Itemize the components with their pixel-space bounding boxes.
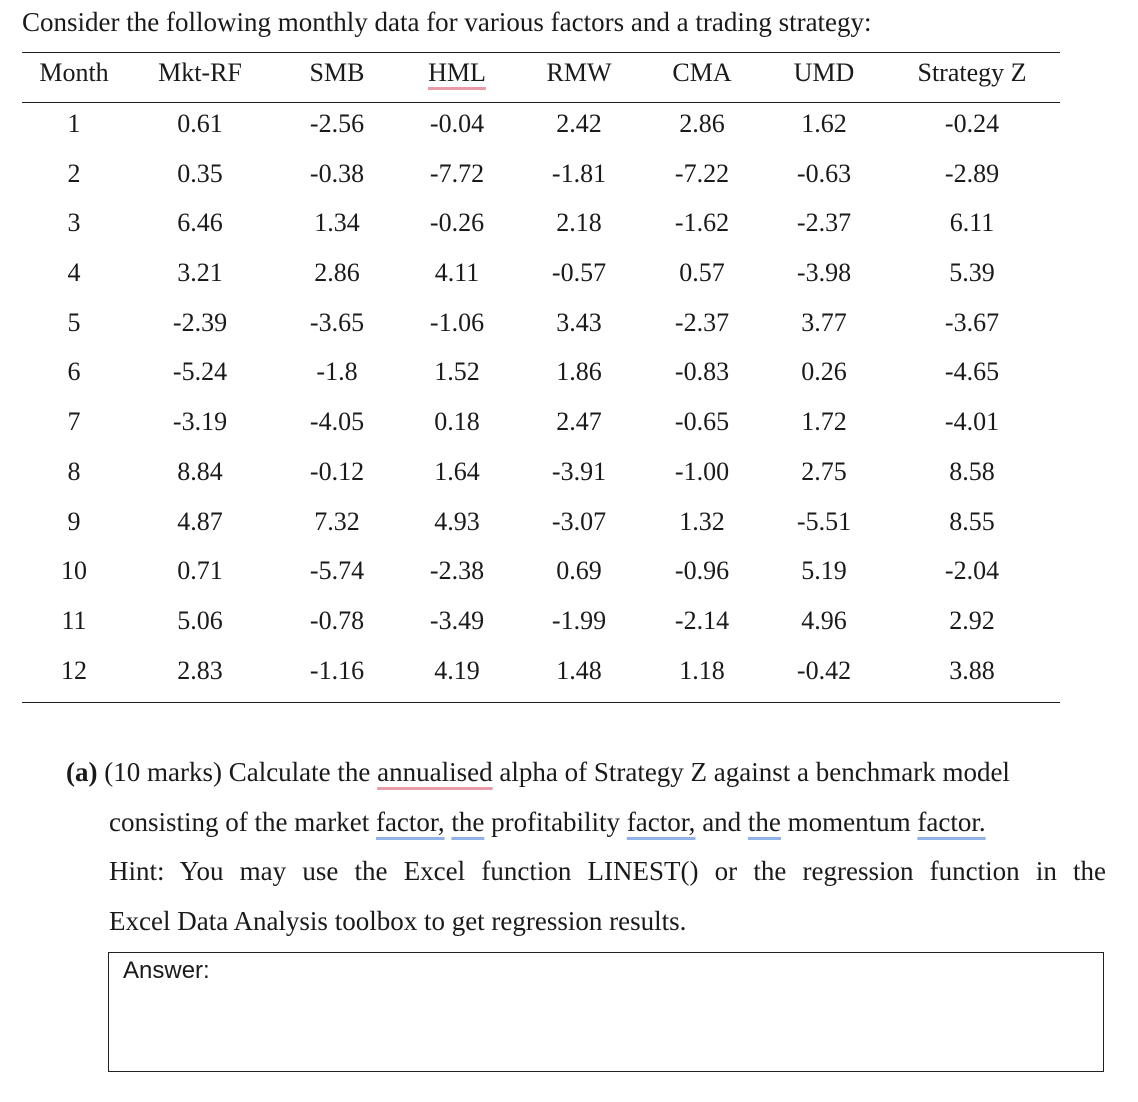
cell-mkt-rf: 0.35 [177, 158, 223, 188]
cell-strategy-z: 8.58 [949, 456, 995, 486]
header-rmw: RMW [546, 58, 612, 87]
header-umd: UMD [793, 58, 855, 87]
cell-month: 12 [61, 655, 87, 685]
cell-strategy-z: -4.01 [944, 407, 1000, 437]
cell-strategy-z: 6.11 [949, 208, 995, 238]
cell-rmw: 2.18 [556, 208, 602, 238]
cell-umd: 1.62 [801, 109, 847, 138]
cell-smb: -4.05 [309, 407, 365, 437]
cell-smb: 1.34 [314, 208, 360, 238]
cell-smb: -0.78 [309, 605, 365, 635]
cell-hml: 1.64 [434, 456, 480, 486]
cell-smb: 7.32 [314, 506, 360, 536]
cell-smb: 2.86 [314, 258, 360, 288]
cell-smb: -1.8 [316, 357, 358, 387]
header-mkt-rf: Mkt-RF [158, 58, 242, 87]
factor-word: factor. [917, 806, 986, 837]
cell-umd: 0.26 [801, 357, 847, 387]
table-header-row [22, 52, 1060, 102]
cell-rmw: -0.57 [551, 258, 607, 288]
table-row [22, 251, 1060, 301]
cell-mkt-rf: -5.24 [172, 357, 228, 387]
cell-smb: -1.16 [309, 655, 365, 685]
cell-month: 2 [67, 158, 81, 188]
factor-word: factor, [626, 806, 696, 837]
question-line-1 [66, 748, 1106, 798]
cell-mkt-rf: 0.61 [177, 109, 223, 138]
table-row [22, 400, 1060, 450]
table-row [22, 350, 1060, 400]
cell-cma: -2.37 [674, 307, 730, 337]
cell-smb: -2.56 [309, 109, 365, 138]
question-text: consisting of the market [109, 806, 370, 837]
question-text: Calculate the [228, 757, 371, 787]
cell-rmw: 1.48 [556, 655, 602, 685]
cell-strategy-z: -0.24 [944, 109, 1000, 138]
cell-strategy-z: 5.39 [949, 258, 995, 288]
cell-month: 5 [67, 307, 81, 337]
factor-data-table [22, 52, 1060, 685]
cell-rmw: 2.42 [556, 109, 602, 138]
cell-strategy-z: -3.67 [944, 307, 1000, 337]
cell-smb: -5.74 [309, 556, 365, 586]
cell-smb: -3.65 [309, 307, 365, 337]
header-hml [407, 52, 507, 102]
cell-hml: -2.38 [429, 556, 485, 586]
cell-mkt-rf: 6.46 [177, 208, 223, 238]
cell-month: 7 [67, 407, 81, 437]
header-strategy-z: Strategy Z [917, 58, 1027, 87]
cell-mkt-rf: 5.06 [177, 605, 223, 635]
intro-text: Consider the following monthly data for various factors and a trading strategy: [22, 7, 872, 37]
table-body [22, 102, 1060, 698]
cell-mkt-rf: 2.83 [177, 655, 223, 685]
cell-mkt-rf: -3.19 [172, 407, 228, 437]
cell-hml: 4.19 [434, 655, 480, 685]
table-row [22, 301, 1060, 351]
cell-strategy-z: 2.92 [949, 605, 995, 635]
cell-mkt-rf: 3.21 [177, 258, 223, 288]
cell-cma: 1.18 [679, 655, 725, 685]
cell-umd: -0.42 [796, 655, 852, 685]
the-word: the [451, 806, 485, 837]
cell-hml: 1.52 [434, 357, 480, 387]
cell-umd: -5.51 [796, 506, 852, 536]
cell-rmw: -3.07 [551, 506, 607, 536]
answer-label: Answer: [123, 957, 210, 984]
question-text: momentum [787, 806, 911, 837]
cell-hml: -1.06 [429, 307, 485, 337]
cell-smb: -0.38 [309, 158, 365, 188]
cell-hml: -0.26 [429, 208, 485, 238]
cell-rmw: -1.99 [551, 605, 607, 635]
question-text: alpha of Strategy Z against a benchmark model [499, 757, 1010, 787]
factor-word: factor, [375, 806, 445, 837]
cell-cma: -1.00 [674, 456, 730, 486]
cell-umd: -0.63 [796, 158, 852, 188]
cell-cma: -2.14 [674, 605, 730, 635]
cell-mkt-rf: 4.87 [177, 506, 223, 536]
header-hml-label: HML [428, 58, 486, 87]
cell-umd: 4.96 [801, 605, 847, 635]
cell-cma: 1.32 [679, 506, 725, 536]
question-line-4: Excel Data Analysis toolbox to get regression results. [109, 905, 687, 936]
cell-hml: -3.49 [429, 605, 485, 635]
cell-cma: -0.65 [674, 407, 730, 437]
cell-umd: -2.37 [796, 208, 852, 238]
cell-mkt-rf: 8.84 [177, 456, 223, 486]
cell-umd: 3.77 [801, 307, 847, 337]
cell-hml: 4.11 [434, 258, 480, 288]
the-word: the [747, 806, 781, 837]
cell-month: 11 [61, 605, 87, 635]
cell-smb: -0.12 [309, 456, 365, 486]
cell-rmw: -3.91 [551, 456, 607, 486]
cell-strategy-z: 8.55 [949, 506, 995, 536]
cell-month: 9 [67, 506, 81, 536]
table-row [22, 152, 1060, 202]
cell-mkt-rf: -2.39 [172, 307, 228, 337]
cell-cma: 0.57 [679, 258, 725, 288]
cell-cma: -1.62 [674, 208, 730, 238]
cell-month: 1 [67, 109, 81, 138]
cell-month: 3 [67, 208, 81, 238]
table-row [22, 649, 1060, 699]
cell-strategy-z: -2.89 [944, 158, 1000, 188]
cell-hml: 0.18 [434, 407, 480, 437]
cell-rmw: 0.69 [556, 556, 602, 586]
cell-rmw: -1.81 [551, 158, 607, 188]
table-row [22, 599, 1060, 649]
question-marks: (10 marks) [104, 757, 222, 787]
header-cma: CMA [672, 58, 732, 87]
cell-rmw: 2.47 [556, 407, 602, 437]
cell-hml: 4.93 [434, 506, 480, 536]
cell-hml: -7.72 [429, 158, 485, 188]
cell-umd: 2.75 [801, 456, 847, 486]
cell-mkt-rf: 0.71 [177, 556, 223, 586]
table-row [22, 102, 1060, 152]
header-smb: SMB [309, 58, 365, 87]
question-line-3: Hint: You may use the Excel function LINEST() or the regression function in the [109, 856, 1106, 886]
cell-month: 6 [67, 357, 81, 387]
answer-box[interactable] [108, 952, 1104, 1072]
cell-cma: -0.96 [674, 556, 730, 586]
table-row [22, 549, 1060, 599]
question-text: profitability [491, 806, 621, 837]
cell-hml: -0.04 [429, 109, 485, 138]
table-row [22, 500, 1060, 550]
annualised-word: annualised [377, 757, 493, 787]
question-a [66, 748, 1106, 946]
cell-month: 8 [67, 456, 81, 486]
cell-rmw: 3.43 [556, 307, 602, 337]
header-month: Month [39, 58, 109, 87]
cell-umd: 5.19 [801, 556, 847, 586]
cell-umd: -3.98 [796, 258, 852, 288]
cell-strategy-z: -2.04 [944, 556, 1000, 586]
cell-umd: 1.72 [801, 407, 847, 437]
cell-strategy-z: -4.65 [944, 357, 1000, 387]
cell-month: 4 [67, 258, 81, 288]
cell-strategy-z: 3.88 [949, 655, 995, 685]
cell-cma: -0.83 [674, 357, 730, 387]
cell-month: 10 [61, 556, 87, 586]
table-row [22, 450, 1060, 500]
cell-cma: 2.86 [679, 109, 725, 138]
question-line-2 [66, 798, 1106, 848]
table-row [22, 201, 1060, 251]
question-label: (a) [66, 757, 98, 787]
table-bottom-rule [22, 702, 1060, 703]
cell-rmw: 1.86 [556, 357, 602, 387]
cell-cma: -7.22 [674, 158, 730, 188]
question-text: and [702, 806, 742, 837]
